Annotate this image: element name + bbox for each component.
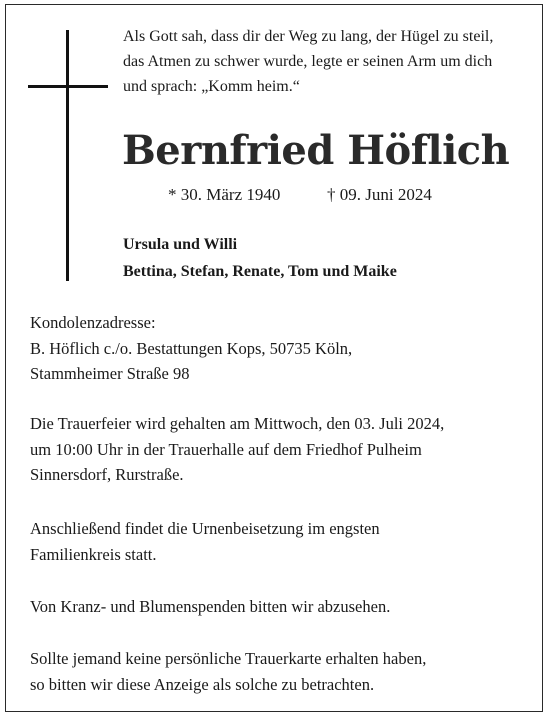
family-line: Bettina, Stefan, Renate, Tom und Maike (123, 263, 397, 280)
burial-line: Familienkreis statt. (30, 544, 157, 564)
cross-horizontal-bar (28, 85, 108, 88)
notice-line: so bitten wir diese Anzeige als solche zu betrachten. (30, 674, 375, 694)
flowers-note (30, 594, 530, 620)
cross-vertical-bar (66, 30, 69, 281)
notice-line: Sollte jemand keine persönliche Trauerkarte erhalten haben, (30, 649, 427, 668)
deceased-name: Bernfried Höflich (122, 127, 510, 174)
burial-line: Anschließend findet die Urnenbeisetzung im engsten (30, 519, 380, 538)
poem-line: das Atmen zu schwer wurde, legte er seinen Arm um dich (123, 53, 493, 70)
condolence-line: Stammheimer Straße 98 (30, 364, 190, 383)
family-names (123, 231, 397, 285)
burial-info (30, 516, 530, 567)
family-line: Ursula und Willi (123, 236, 238, 253)
poem-line: Als Gott sah, dass dir der Weg zu lang, der Hügel zu steil, (123, 28, 494, 45)
ceremony-line: Sinnersdorf, Rurstraße. (30, 465, 184, 484)
mourning-card-notice (30, 646, 530, 697)
flowers-line: Von Kranz- und Blumenspenden bitten wir abzusehen. (30, 597, 391, 616)
ceremony-line: Die Trauerfeier wird gehalten am Mittwoch, den 03. Juli 2024, (30, 414, 445, 433)
poem-verse (123, 24, 528, 99)
birth-date: * 30. März 1940 (168, 185, 281, 204)
poem-line: und sprach: „Komm heim.“ (123, 78, 300, 95)
condolence-line: Kondolenzadresse: (30, 313, 156, 332)
condolence-address (30, 310, 530, 387)
death-date: † 09. Juni 2024 (327, 185, 432, 204)
ceremony-line: um 10:00 Uhr in der Trauerhalle auf dem Friedhof Pulheim (30, 439, 422, 459)
condolence-line: B. Höflich c./o. Bestattungen Kops, 50735 Köln, (30, 338, 353, 358)
ceremony-info (30, 411, 530, 488)
